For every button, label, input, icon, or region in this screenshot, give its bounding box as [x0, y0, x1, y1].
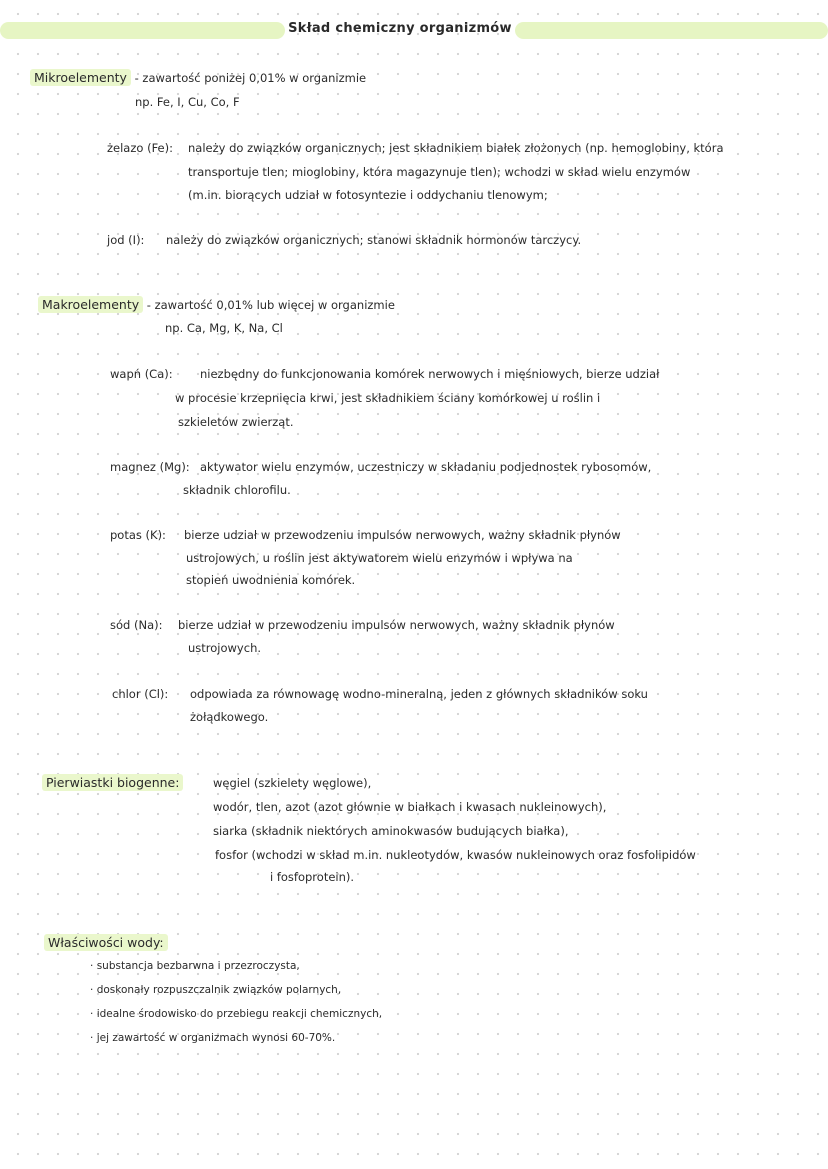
item-line: żołądkowego.: [190, 710, 269, 724]
item-line: szkieletów zwierząt.: [178, 415, 294, 429]
title-highlight-right: [515, 22, 828, 39]
woda-bullet-text: doskonały rozpuszczalnik związków polarnych,: [96, 984, 342, 996]
item-line: ustrojowych.: [188, 641, 262, 655]
woda-bullet-text: idealne środowisko do przebiegu reakcji chemicznych,: [96, 1008, 383, 1020]
item-name: żelazo (Fe):: [107, 141, 173, 155]
woda-heading: Właściwości wody:: [44, 934, 168, 951]
item-line: (m.in. biorących udział w fotosyntezie i oddychaniu tlenowym;: [188, 188, 548, 202]
page-title: Skład chemiczny organizmów: [288, 21, 512, 36]
item-line: bierze udział w przewodzeniu impulsów nerwowych, ważny składnik płynów: [184, 528, 621, 542]
item-name: potas (K):: [110, 528, 166, 542]
biogenne-line: węgiel (szkielety węglowe),: [213, 776, 372, 790]
item-name: chlor (Cl):: [112, 687, 169, 701]
woda-bullet-text: substancja bezbarwna i przezroczysta,: [96, 960, 300, 972]
item-line: bierze udział w przewodzeniu impulsów nerwowych, ważny składnik płynów: [178, 618, 615, 632]
mikro-definition: - zawartość poniżej 0,01% w organizmie: [134, 71, 367, 85]
title-highlight-left: [0, 22, 285, 39]
biogenne-heading: Pierwiastki biogenne:: [42, 774, 183, 791]
biogenne-line: wodór, tlen, azot (azot głównie w białkach i kwasach nukleinowych),: [213, 800, 607, 814]
woda-bullet: · substancja bezbarwna i przezroczysta,: [90, 960, 300, 972]
biogenne-heading-row: [42, 775, 183, 791]
makro-heading-row: [38, 297, 395, 313]
item-line: aktywator wielu enzymów, uczestniczy w składaniu podjednostek rybosomów,: [200, 460, 652, 474]
mikro-examples: np. Fe, I, Cu, Co, F: [135, 95, 240, 109]
mikro-heading-row: [30, 70, 366, 86]
woda-bullet: · doskonały rozpuszczalnik związków polarnych,: [90, 984, 342, 996]
item-line: należy do związków organicznych; jest składnikiem białek złożonych (np. hemoglobiny, która: [188, 141, 724, 155]
item-line: w procesie krzepnięcia krwi, jest składnikiem ściany komórkowej u roślin i: [175, 391, 601, 405]
biogenne-line: i fosfoprotein).: [270, 870, 355, 884]
woda-bullet-text: jej zawartość w organizmach wynosi 60-70%.: [96, 1032, 336, 1044]
item-name: magnez (Mg):: [110, 460, 190, 474]
item-line: ustrojowych, u roślin jest aktywatorem wielu enzymów i wpływa na: [186, 551, 573, 565]
item-line: odpowiada za równowagę wodno-mineralną, jeden z głównych składników soku: [190, 687, 648, 701]
item-line: transportuje tlen; mioglobiny, która magazynuje tlen); wchodzi w skład wielu enzymów: [188, 165, 691, 179]
item-line: należy do związków organicznych; stanowi składnik hormonów tarczycy.: [166, 233, 582, 247]
makro-definition: - zawartość 0,01% lub więcej w organizmie: [146, 298, 395, 312]
item-line: stopień uwodnienia komórek.: [186, 573, 356, 587]
biogenne-line: fosfor (wchodzi w skład m.in. nukleotydów, kwasów nukleinowych oraz fosfolipidów: [215, 848, 696, 862]
item-name: wapń (Ca):: [110, 367, 173, 381]
mikro-heading: Mikroelementy: [30, 69, 131, 86]
woda-bullet: · idealne środowisko do przebiegu reakcji chemicznych,: [90, 1008, 383, 1020]
item-name: jod (I):: [107, 233, 145, 247]
woda-bullet: · jej zawartość w organizmach wynosi 60-70%.: [90, 1032, 336, 1044]
makro-heading: Makroelementy: [38, 296, 143, 313]
makro-examples: np. Ca, Mg, K, Na, Cl: [165, 321, 283, 335]
item-name: sód (Na):: [110, 618, 163, 632]
biogenne-line: siarka (składnik niektórych aminokwasów budujących białka),: [213, 824, 569, 838]
item-line: składnik chlorofilu.: [183, 483, 291, 497]
item-line: niezbędny do funkcjonowania komórek nerwowych i mięśniowych, bierze udział: [200, 367, 660, 381]
woda-heading-row: [44, 935, 168, 951]
